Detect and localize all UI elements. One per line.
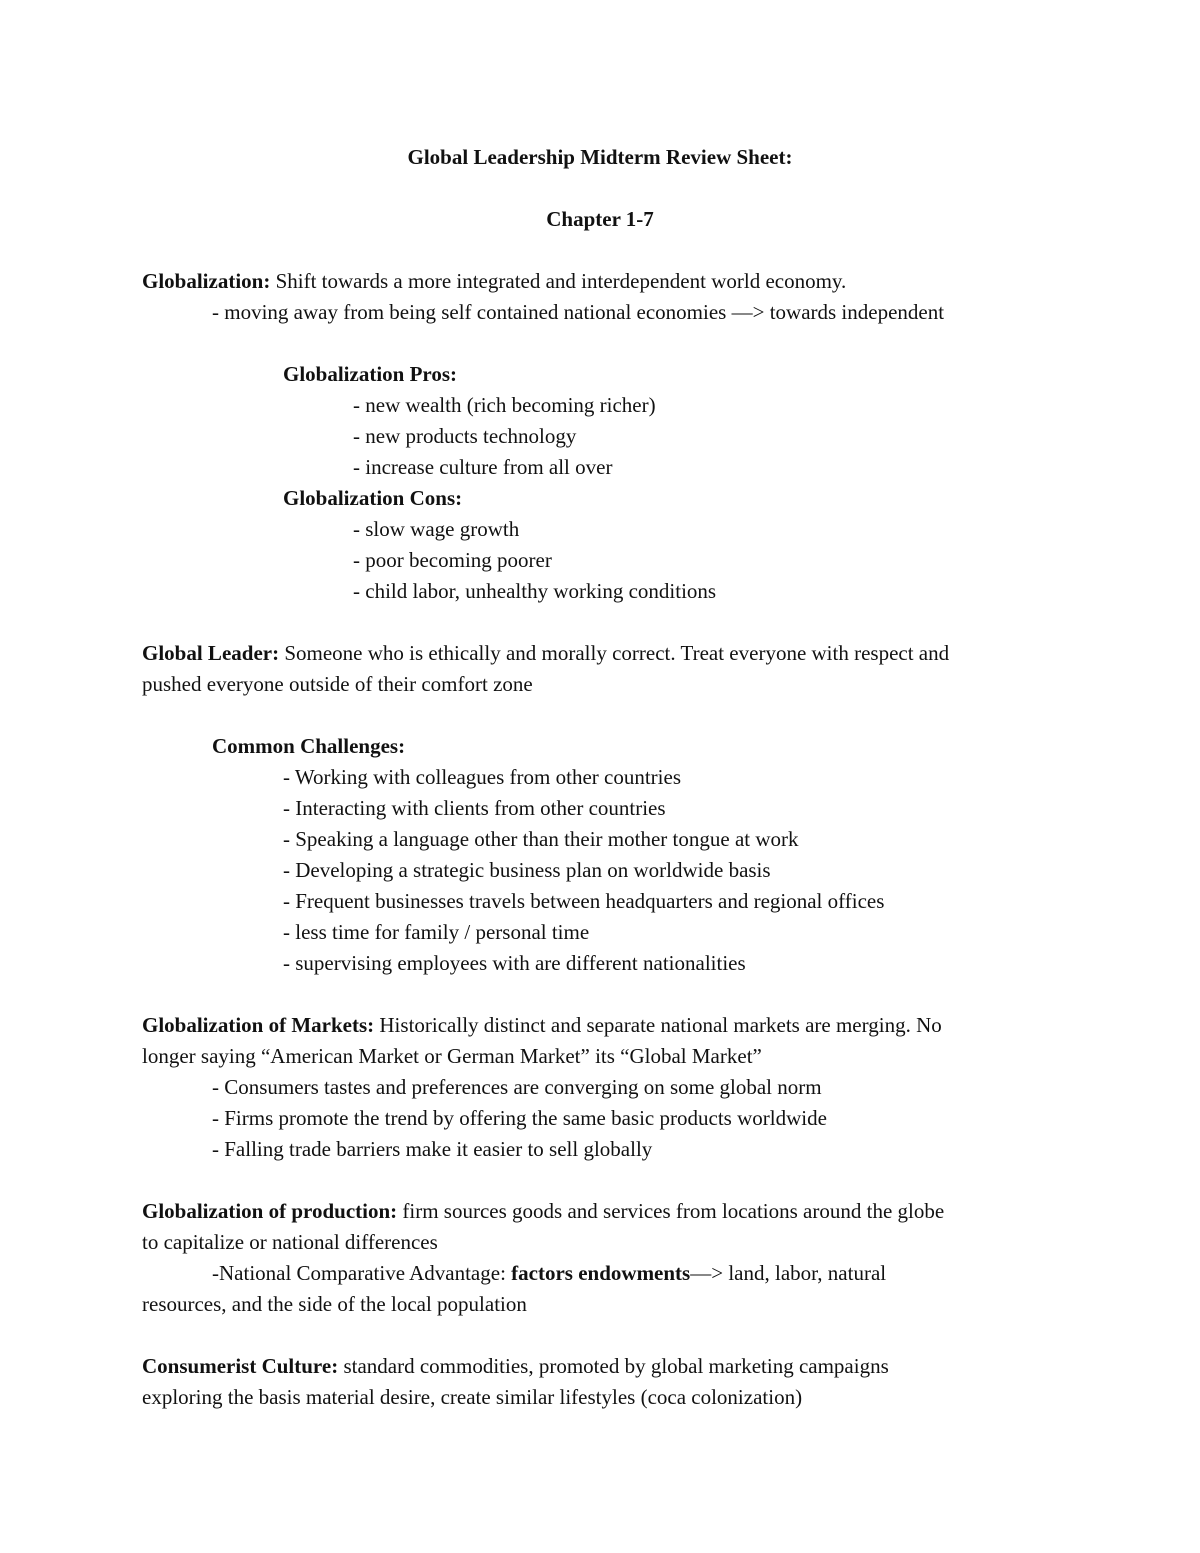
production-definition bbox=[142, 1197, 944, 1225]
markets-item: - Firms promote the trend by offering the same basic products worldwide bbox=[212, 1106, 827, 1130]
markets-definition bbox=[142, 1011, 942, 1039]
challenge-item: - supervising employees with are different nationalities bbox=[283, 951, 746, 975]
globalization-definition-text: Shift towards a more integrated and interdependent world economy. bbox=[270, 269, 847, 293]
cons-item: - child labor, unhealthy working conditions bbox=[353, 579, 717, 603]
challenge-item: - less time for family / personal time bbox=[283, 920, 590, 944]
challenges-heading: Common Challenges: bbox=[212, 734, 406, 758]
cons-heading: Globalization Cons: bbox=[283, 486, 463, 510]
consumerist-continued: exploring the basis material desire, create similar lifestyles (coca colonization) bbox=[142, 1385, 803, 1409]
markets-continued: longer saying “American Market or German Market” its “Global Market” bbox=[142, 1044, 762, 1068]
pros-item: - new wealth (rich becoming richer) bbox=[353, 393, 656, 417]
pros-heading: Globalization Pros: bbox=[283, 362, 458, 386]
challenge-item: - Developing a strategic business plan on worldwide basis bbox=[283, 858, 771, 882]
comparative-advantage-text: —> land, labor, natural bbox=[690, 1261, 887, 1285]
markets-item: - Consumers tastes and preferences are converging on some global norm bbox=[212, 1075, 822, 1099]
globalization-term: Globalization: bbox=[142, 269, 271, 293]
document-subtitle: Chapter 1-7 bbox=[546, 207, 654, 231]
factors-endowments: factors endowments bbox=[511, 1261, 691, 1285]
markets-term: Globalization of Markets: bbox=[142, 1013, 375, 1037]
cons-item: - slow wage growth bbox=[353, 517, 520, 541]
challenge-item: - Interacting with clients from other countries bbox=[283, 796, 666, 820]
document-title: Global Leadership Midterm Review Sheet: bbox=[407, 145, 793, 169]
production-continued: to capitalize or national differences bbox=[142, 1230, 438, 1254]
comparative-advantage-continued: resources, and the side of the local population bbox=[142, 1292, 527, 1316]
global-leader-definition bbox=[142, 639, 949, 667]
global-leader-term: Global Leader: bbox=[142, 641, 280, 665]
globalization-definition bbox=[142, 267, 846, 295]
production-text: firm sources goods and services from locations around the globe bbox=[397, 1199, 945, 1223]
production-term: Globalization of production: bbox=[142, 1199, 398, 1223]
consumerist-text: standard commodities, promoted by global marketing campaigns bbox=[338, 1354, 889, 1378]
pros-item: - increase culture from all over bbox=[353, 455, 613, 479]
cons-item: - poor becoming poorer bbox=[353, 548, 552, 572]
challenge-item: - Speaking a language other than their mother tongue at work bbox=[283, 827, 799, 851]
pros-item: - new products technology bbox=[353, 424, 577, 448]
challenge-item: - Working with colleagues from other countries bbox=[283, 765, 681, 789]
markets-text: Historically distinct and separate national markets are merging. No bbox=[374, 1013, 942, 1037]
comparative-advantage bbox=[212, 1259, 886, 1287]
global-leader-text: Someone who is ethically and morally correct. Treat everyone with respect and bbox=[279, 641, 950, 665]
comparative-advantage-label: -National Comparative Advantage: bbox=[212, 1261, 512, 1285]
globalization-note: - moving away from being self contained national economies —> towards independent bbox=[212, 300, 945, 324]
global-leader-continued: pushed everyone outside of their comfort zone bbox=[142, 672, 533, 696]
consumerist-term: Consumerist Culture: bbox=[142, 1354, 339, 1378]
consumerist-definition bbox=[142, 1352, 889, 1380]
challenge-item: - Frequent businesses travels between headquarters and regional offices bbox=[283, 889, 885, 913]
markets-item: - Falling trade barriers make it easier to sell globally bbox=[212, 1137, 653, 1161]
